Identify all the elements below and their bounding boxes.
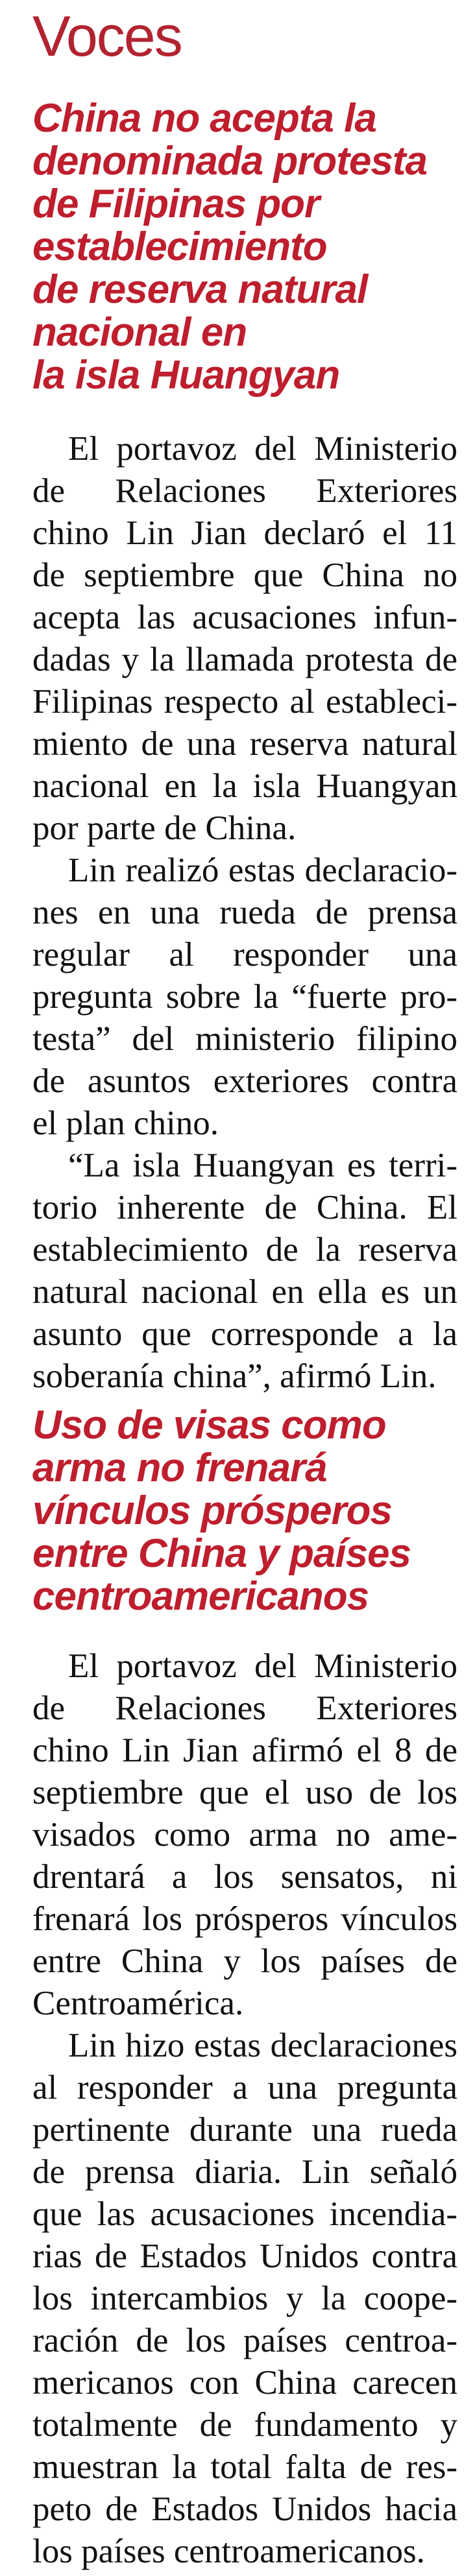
text-line: torio inherente de China. El [32, 1189, 457, 1226]
text-line: Lin hizo estas declaraciones [68, 2027, 457, 2064]
text-line: de septiembre que China no [32, 556, 457, 594]
text-line: pertinente durante una rueda [32, 2111, 457, 2149]
article-headline [32, 1404, 457, 1618]
text-line: dadas y la llamada protesta de [32, 641, 457, 678]
text-line: arma no frenará [32, 1446, 327, 1490]
text-line: de reserva natural [32, 267, 368, 312]
text-line: de prensa diaria. Lin señaló [32, 2153, 457, 2191]
text-line: pregunta sobre la “fuerte pro- [32, 978, 457, 1016]
article-paragraph [32, 428, 457, 850]
text-line: totalmente de fundamento y [32, 2406, 457, 2444]
article-paragraph [32, 1645, 457, 2025]
text-line: Centroamérica. [32, 1985, 244, 2022]
text-line: establecimiento de la reserva [32, 1231, 457, 1269]
text-line: por parte de China. [32, 809, 297, 847]
text-line: drentará a los sensatos, ni [32, 1858, 457, 1896]
text-line: que las acusaciones incendia- [32, 2195, 457, 2233]
text-line: muestran la total falta de res- [32, 2448, 457, 2486]
text-line: natural nacional en ella es un [32, 1273, 457, 1311]
text-line: nacional en la isla Huangyan [32, 767, 457, 805]
text-line: Filipinas respecto al estableci- [32, 683, 457, 721]
text-line: acepta las acusaciones infun- [32, 599, 457, 636]
text-line: frenará los prósperos vínculos [32, 1900, 457, 1938]
text-line: mericanos con China carecen [32, 2364, 457, 2402]
text-line: Uso de visas como [32, 1403, 386, 1448]
section-title: Voces [32, 4, 182, 68]
text-line: nes en una rueda de prensa [32, 894, 457, 931]
text-line: asunto que corresponde a la [32, 1315, 457, 1353]
text-line: chino Lin Jian declaró el 11 [32, 514, 457, 552]
text-line: rias de Estados Unidos contra [32, 2237, 457, 2275]
article-visa-weapon [32, 1404, 457, 2573]
text-line: establecimiento [32, 224, 327, 269]
text-line: nacional en [32, 310, 247, 355]
text-line: de asuntos exteriores contra [32, 1062, 457, 1100]
text-line: El portavoz del Ministerio [68, 1647, 457, 1685]
text-line: miento de una reserva natural [32, 725, 457, 763]
text-line: chino Lin Jian afirmó el 8 de [32, 1732, 457, 1769]
text-line: la isla Huangyan [32, 353, 340, 398]
text-line: los intercambios y la coope- [32, 2280, 457, 2317]
article-headline [32, 97, 457, 397]
text-line: El portavoz del Ministerio [68, 430, 457, 468]
text-line: los países centroamericanos. [32, 2533, 425, 2570]
text-line: China no acepta la [32, 96, 376, 141]
text-line: visados como arma no ame- [32, 1816, 457, 1854]
article-paragraph [32, 2025, 457, 2573]
text-line: el plan chino. [32, 1104, 219, 1142]
text-line: “La isla Huangyan es terri- [68, 1147, 457, 1184]
article-body [32, 1645, 457, 2573]
article-paragraph [32, 1145, 457, 1398]
article-body [32, 428, 457, 1398]
text-line: denominada protesta [32, 139, 427, 184]
text-line: regular al responder una [32, 936, 457, 973]
text-line: al responder a una pregunta [32, 2069, 457, 2106]
text-line: de Relaciones Exteriores [32, 1689, 457, 1727]
text-line: de Filipinas por [32, 182, 320, 226]
text-line: testa” del ministerio filipino [32, 1020, 457, 1058]
text-line: ración de los países centroa- [32, 2322, 457, 2359]
text-line: Lin realizó estas declaracio- [68, 852, 457, 889]
text-line: peto de Estados Unidos hacia [32, 2490, 457, 2528]
text-line: entre China y los países de [32, 1942, 457, 1980]
text-line: de Relaciones Exteriores [32, 472, 457, 510]
text-line: vínculos prósperos [32, 1488, 392, 1533]
text-line: septiembre que el uso de los [32, 1774, 457, 1811]
text-line: centroamericanos [32, 1574, 369, 1619]
text-line: soberanía china”, afirmó Lin. [32, 1357, 437, 1395]
article-paragraph [32, 850, 457, 1145]
text-line: entre China y países [32, 1531, 411, 1576]
article-huangyan-reserve [32, 97, 457, 1398]
